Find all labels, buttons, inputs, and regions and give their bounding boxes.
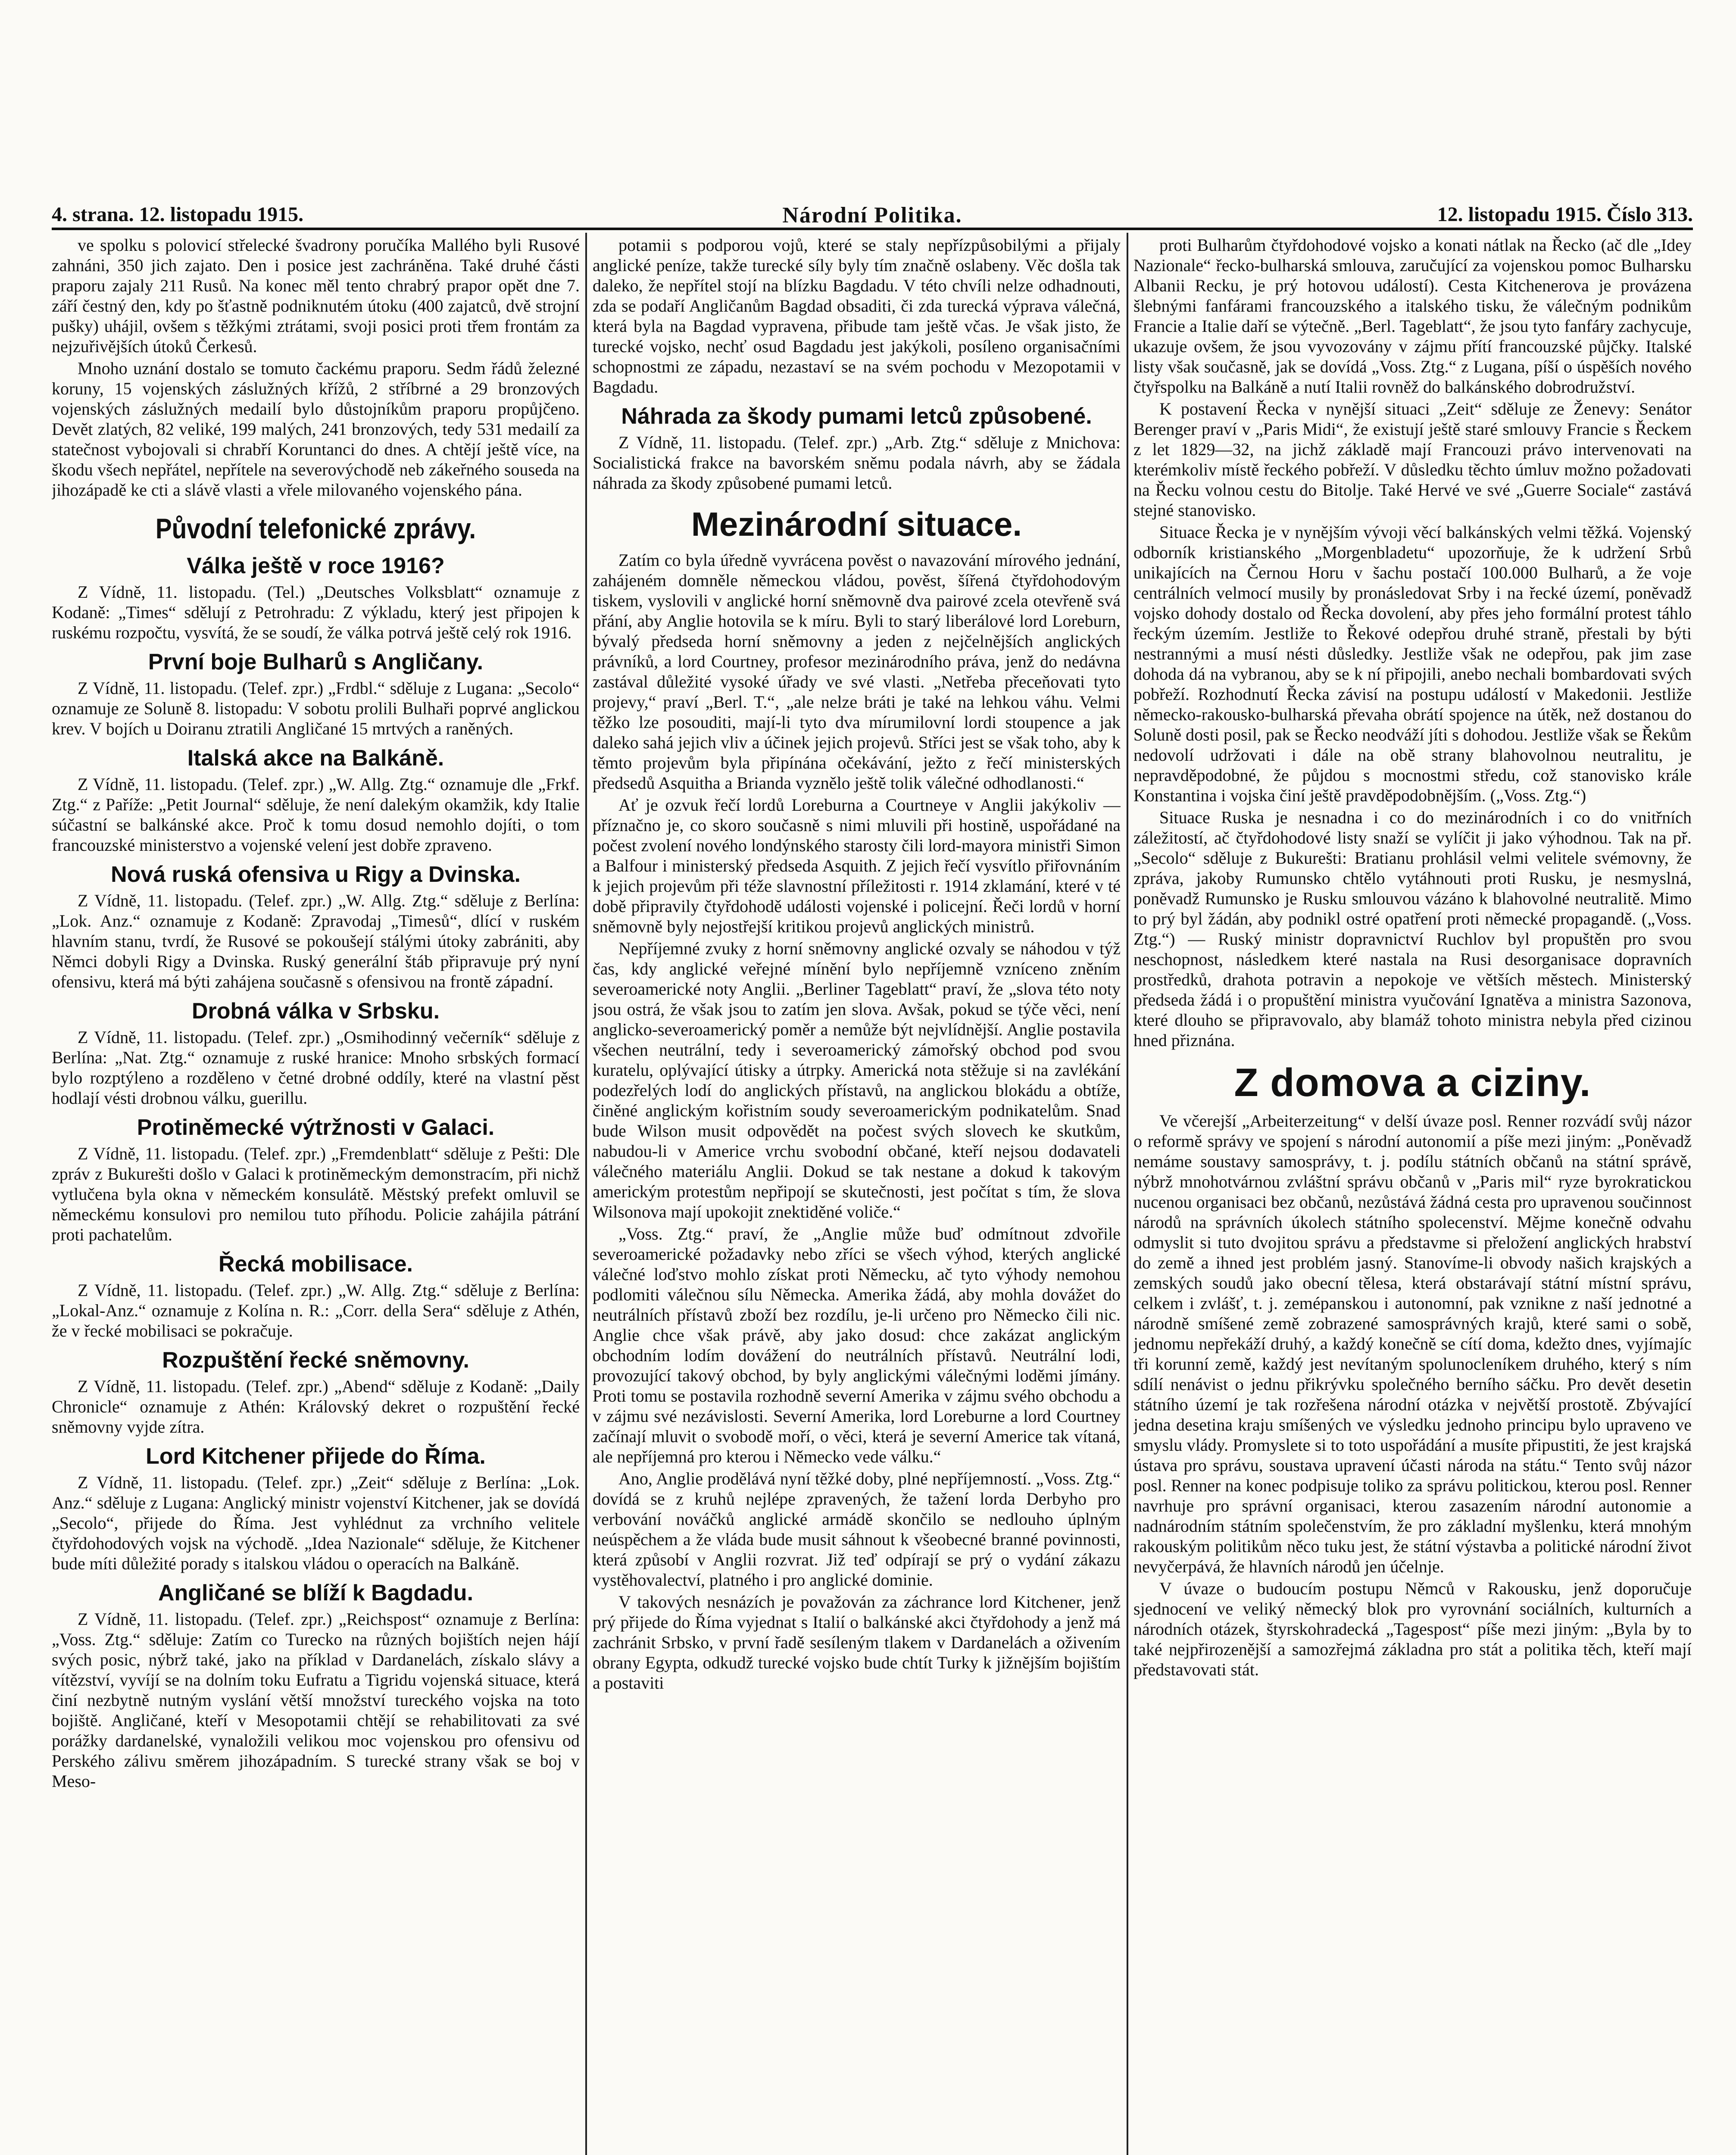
article-headline: Drobná válka v Srbsku. xyxy=(191,999,440,1024)
header-issue-number: 12. listopadu 1915. Číslo 313. xyxy=(1437,203,1693,226)
article-headline: Angličané se blíží k Bagdadu. xyxy=(158,1580,474,1605)
column-divider xyxy=(1127,233,1128,2155)
article-paragraph: Mnoho uznání dostalo se tomuto čackému praporu. Sedm řádů železné koruny, 15 vojenských záslužných křížů, 2 stříbrné a 29 bronzových vojenských záslužných medailí bylo důstojníkům praporu propůjčeno. Devět zlatých, 82 veliké, 199 malých, 241 bronzových, tedy 531 medailí za statečnost vybojovali si chrabří Koruntanci do dnes. A chtějí ještě více, na škodu všech nepřátel, nepřítele na severovýchodě neb zákeřného souseda na jihozápadě ke cti a slávě vlasti a vřele milovaného vojenského pána. xyxy=(52,359,580,500)
article-paragraph: Ať je ozvuk řečí lordů Loreburna a Courtneye v Anglii jakýkoliv — příznačno je, co skoro současně s nimi mluvili při hostině, uspořádané na počest zvolení nového londýnského starosty čili lord-mayora ministři Simon a Balfour i ministerský předseda Asquith. Z jejich řečí vysvítlo přiřovnáním k jejich projevům při téže slavnostní příležitosti r. 1914 zklamání, které v té době připravily čtyřdohodě události vojenské i policejní. Řeči lordů v horní sněmovně byly nejostřejší kritikou projevů anglických ministrů. xyxy=(593,795,1121,936)
article-paragraph: Z Vídně, 11. listopadu. (Telef. zpr.) „Abend“ sděluje z Kodaně: „Daily Chronicle“ oznamuje z Athén: Královský dekret o rozpuštění řecké sněmovny vyjde zítra. xyxy=(52,1377,580,1437)
article-headline: Náhrada za škody pumami letců způsobené. xyxy=(621,404,1092,429)
article-paragraph: Z Vídně, 11. listopadu. (Telef. zpr.) „Arb. Ztg.“ sděluje z Mnichova: Socialistická frakce na bavorském sněmu podala návrh, aby se žádala náhrada za škody způsobené pumami letců. xyxy=(593,433,1121,493)
article-headline: Mezinárodní situace. xyxy=(691,505,1022,543)
article-headline: Protiněmecké výtržnosti v Galaci. xyxy=(137,1115,495,1140)
article-paragraph: Ve včerejší „Arbeiterzeitung“ v delší úvaze posl. Renner rozvádí svůj názor o reformě správy ve spojení s národní autonomií a píše mezi jiným: „Poněvadž nemáme soustavy samosprávy, t. j. podílu státních občanů na státní správě, nýbrž mnohotvárnou zvláštní správu občanů v „Paris mil“ ryze byrokratickou nucenou organisaci bez občanů, nezůstává žádná cesta pro upravenou součinnost národů na správních úkolech státního spolecenství. Mějme konečně odvahu odmyslit si tuto dvojitou správu a představme si přeložení anglických hrabství do země a ihned jest problém jasný. Stanovíme-li obvody našich krajských a zemských soudů jako obecní tělesa, která obstarávají státní místní správu, celkem i zvlášť, t. j. zemépanskou i autonomní, pak vznikne z naší jednotné a národně smíšené země zobrazené samosprávných krajů, které sami o sobě, jednomu nepřekáží druhý, a každý konečně se cítí doma, kdežto dnes, vyjímajíc tři korunní země, každý jest nevítaným spolunocleníkem druhého, který s ním sdílí nenávist o jednu přikrývku společného berního sáčku. Pro devět desetin státního území je tak rozřešena národní otázka v největší prostotě. Zbývající jedna desetina kraju smíšených ve výsledku jednoho principu bylo upraveno ve smyslu vlády. Promyslete si to toto uspořádání a musíte připustiti, že jest krajská ústava pro správu, soustava upravení účasti národa na státu.“ Tento svůj názor posl. Renner na konec podpisuje toliko za správu politickou, kterou posl. Renner navrhuje pro správní organisaci, kterou zasazením národní autonomie a nadnárodním státním společenstvím, že pro základní myšlenku, která mnohým rakouským politikům něco tuku jest, že státní výstavba a politické národní život nevyčerpává, že hlavních národů jen účelnje. xyxy=(1133,1111,1692,1576)
page-header xyxy=(52,203,1693,228)
article-paragraph: ve spolku s polovicí střelecké švadrony poručíka Mallého byli Rusové zahnáni, 350 jich zajato. Den i posice jest zachráněna. Také druhé části praporu zajaly 211 Rusů. Na konec měl tento chrabrý prapor opět dne 7. září čestný den, kdy po šťastně podniknutém útoku (400 zajatců, dvě strojní pušky) uhájil, ovšem s těžkými ztrátami, svoji posici proti třem frontám za nejzuřivějších útoků Čerkesů. xyxy=(52,235,580,356)
article-paragraph: Zatím co byla úředně vyvrácena pověst o navazování mírového jednání, zahájeném domněle německou vládou, pověst, šířená čtyřdohodovým tiskem, vyslovili v anglické horní sněmovně dva pairové zcela otevřeně svá přání, aby Anglie hotovila se k míru. Byli to starý liberálové lord Loreburn, bývalý předseda horní sněmovny a jeden z nejčelnějších anglických právníků, a lord Courtney, profesor mezinárodního práva, jenž do nedávna zastával důležité vysoké úřady ve své vlasti. „Netřeba přeceňovati tyto projevy,“ praví „Berl. T.“, „ale nelze bráti je také na lehkou váhu. Velmi těžko lze posouditi, mají-li tyto dva mírumilovní lordi stoupence a jak daleko sahá jejich vliv a účinek jejich projevů. Stříci jest se však toho, aby k těmto projevům byla připínána očekávání, ježto z řečí ministerských předsedů Asquitha a Brianda vyznělo ještě tolik válečné odhodlanosti.“ xyxy=(593,550,1121,793)
article-paragraph: Z Vídně, 11. listopadu. (Telef. zpr.) „Fremdenblatt“ sděluje z Pešti: Dle zpráv z Bukurešti došlo v Galaci k protiněmeckým demonstracím, při nichž vytlučena byla okna v německém konsulátě. Městský prefekt omluvil se německému konsulovi pro nemilou tuto příhodu. Policie zahájila pátrání proti pachatelům. xyxy=(52,1144,580,1244)
article-paragraph: Situace Řecka je v nynějším vývoji věcí balkánských velmi těžká. Vojenský odborník kristianského „Morgenbladetu“ upozorňuje, že k udržení Srbů unikajících na Černou Horu v šachu postačí 100.000 Bulharů, a že voje centrálních velmocí musily by pronásledovat Srby i na řecké území, poněvadž vojsko dohody dostalo od Řecka dovolení, aby přes jeho formální protest táhlo řeckým územím. Jestliže to Řekové odepřou druhé straně, přestali by býti nestrannými a musí nésti důsledky. Jestliže však ne odepřou, pak jim zase dohoda dá na vybranou, aby se k ní připojili, anebo nechali bombardovati svých pobřeží. Rozhodnutí Řecka závisí na postupu událostí v Makedonii. Jestliže německo-rakousko-bulharská převaha obrátí spojence na útěk, než dostanou do Soluně dosti posil, pak se Řecko neodváží jíti s dohodou. Jestliže však se Řekům nedovolí udržovati i dále na obě strany blahovolnou neutralitu, je nepravděpodobné, že půjdou s mocnostmi středu, což stanovisko krále Konstantina i vojska činí ještě pravděpodobnějším. („Voss. Ztg.“) xyxy=(1133,522,1692,805)
column-3 xyxy=(1133,235,1692,2155)
article-paragraph: Z Vídně, 11. listopadu. (Telef. zpr.) „Reichspost“ oznamuje z Berlína: „Voss. Ztg.“ sděluje: Zatím co Turecko na různých bojištích nejen hájí svých posic, nýbrž také, jako na příklad v Dardanelách, získalo slávy a vítězství, vyvíjí se na dolním toku Eufratu a Tigridu vojenská situace, která činí nezbytně nutným vyslání větší množství tureckého vojska na toto bojiště. Angličané, kteří v Mesopotamii chtějí se rehabilitovati za své porážky dardanelské, vynaložili velikou moc vojenskou pro ofensivu od Perského zálivu směrem jihozápadním. S turecké strany však se boj v Meso- xyxy=(52,1609,580,1791)
header-rule xyxy=(52,228,1693,230)
article-paragraph: Situace Ruska je nesnadna i co do mezinárodních i co do vnitřních záležitostí, ač čtyřdohodové listy snaží se vylíčit ji jako výhodnou. Tak na př. „Secolo“ sděluje z Bukurešti: Bratianu prohlásil velmi velitele svémovny, že zpráva, jakoby Rumunsko chtělo vytáhnouti proti Rusku, je nesmyslná, poněvadž Rumunsko je Rusku smlouvou vázáno k blahovolné neutralitě. Mimo to prý byl žádán, aby podnikl ostré opatření proti německé propagandě. („Voss. Ztg.“) — Ruský ministr dopravnictví Ruchlov byl propuštěn pro svou neschopnost, následkem které nastala na Rusi desorganisace dopravních prostředků, drahota potravin a nepokoje ve větších městech. Ministerský předseda žádá i o propuštění ministra vyučování Ignatěva a ministra Sazonova, které dlouho se připravovalo, aby blamáž tohoto ministra nebyla před cizinou hned přiznána. xyxy=(1133,808,1692,1050)
column-1 xyxy=(52,235,580,2155)
article-paragraph: Z Vídně, 11. listopadu. (Telef. zpr.) „W. Allg. Ztg.“ sděluje z Berlína: „Lokal-Anz.“ oznamuje z Kolína n. R.: „Corr. della Sera“ sděluje z Athén, že v řecké mobilisaci se pokračuje. xyxy=(52,1281,580,1340)
header-page-date: 4. strana. 12. listopadu 1915. xyxy=(52,203,304,226)
column-divider xyxy=(585,233,587,2155)
article-headline: Válka ještě v roce 1916? xyxy=(187,553,445,578)
article-paragraph: Z Vídně, 11. listopadu. (Telef. zpr.) „Zeit“ sděluje z Berlína: „Lok. Anz.“ sděluje z Lugana: Anglický ministr vojenství Kitchener, jak se dovídá „Secolo“, přijede do Říma. Jest vyhlédnut za vrchního velitele čtyřdohodových vojsk na východě. „Idea Nazionale“ sděluje, že Kitchener bude míti důležité porady s italskou vládou o operacích na Balkáně. xyxy=(52,1473,580,1573)
article-headline: Italská akce na Balkáně. xyxy=(187,746,444,771)
article-paragraph: V takových nesnázích je považován za záchrance lord Kitchener, jenž prý přijede do Říma vyjednat s Italií o balkánské akci čtyřdohody a jenž má zachránit Srbsko, v první řadě sesíleným tlakem v Dardanelách a oživením obrany Egypta, odkudž turecké vojsko bude chtít Turky k jižnějším bojištím a postaviti xyxy=(593,1592,1121,1693)
article-headline: Rozpuštění řecké sněmovny. xyxy=(162,1348,469,1373)
article-paragraph: Z Vídně, 11. listopadu. (Telef. zpr.) „W. Allg. Ztg.“ oznamuje dle „Frkf. Ztg.“ z Paříže: „Petit Journal“ sděluje, že není dalekým okamžik, kdy Italie súčastní se balkánské akce. Proč k tomu dosud nemohlo dojíti, o tom francouzské ministerstvo a vojenské velení jest dobře zpraveno. xyxy=(52,775,580,855)
article-paragraph: proti Bulharům čtyřdohodové vojsko a konati nátlak na Řecko (ač dle „Idey Nazionale“ řecko-bulharská smlouva, zaručující za vojenskou pomoc Bulharsku Albanii Recku, je prý hotovou událostí). Cesta Kitchenerova je provázena šlebnými fanfárami francouzského a italského tisku, že válečným podnikům Francie a Italie daří se výtečně. „Berl. Tageblatt“, že jsou tyto fanfáry zachycuje, ukazuje ovšem, že jsou vyvozovány v zájmu přítí francouzské půjčky. Italské listy však současně, jak se dovídá „Voss. Ztg.“ z Lugana, píší o úspěších nového čtyřspolku na Balkáně a nutí Italii rovněž do balkánského dobrodružství. xyxy=(1133,235,1692,397)
article-paragraph: Z Vídně, 11. listopadu. (Tel.) „Deutsches Volksblatt“ oznamuje z Kodaně: „Times“ sdělují z Petrohradu: Z výkladu, který jest připojen k ruskému rozpočtu, vysvítá, že se soudí, že válka potrvá ještě celý rok 1916. xyxy=(52,582,580,642)
article-headline: Řecká mobilisace. xyxy=(219,1252,413,1277)
article-paragraph: K postavení Řecka v nynější situaci „Zeit“ sděluje ze Ženevy: Senátor Berenger praví v „Paris Midi“, že existují ještě staré smlouvy Francie s Řeckem z let 1829—32, na jichž základě mají Francouzi právo intervenovati na kterémkoliv místě řeckého pobřeží. V důsledku těchto úmluv možno požadovati na Řecku volnou cestu do Bitolje. Také Hervé ve své „Guerre Sociale“ zastává stejné stanovisko. xyxy=(1133,399,1692,520)
section-heading: Z domova a cizinу. xyxy=(1234,1061,1591,1105)
article-headline: Lord Kitchener přijede do Říma. xyxy=(146,1444,486,1469)
article-headline: Nová ruská ofensiva u Rigy a Dvinska. xyxy=(111,862,521,887)
masthead-title: Národní Politika. xyxy=(782,203,962,228)
article-paragraph: Z Vídně, 11. listopadu. (Telef. zpr.) „Osmihodinný večerník“ sděluje z Berlína: „Nat. Ztg.“ oznamuje z ruské hranice: Mnoho srbských formací bylo rozptýleno a rozděleno v četné drobné oddíly, které na vlastní pěst hodlají vésti drobnou válku, guerillu. xyxy=(52,1028,580,1108)
section-heading: Původní telefonické zprávy. xyxy=(155,512,476,544)
article-paragraph: V úvaze o budoucím postupu Němců v Rakousku, jenž doporučuje sjednocení ve veliký německý blok pro vyrovnání sociálních, kulturních a národních otázek, štyrskohradecká „Tagespost“ píše mezi jiným: „Byla by to také nejpřirozenější a samozřejmá základna pro stát a politika těch, kteří mají představovati stát. xyxy=(1133,1579,1692,1679)
article-headline: První boje Bulharů s Angličany. xyxy=(148,650,484,675)
article-paragraph: „Voss. Ztg.“ praví, že „Anglie může buď odmítnout zdvořile severoamerické požadavky nebo zříci se všech výhod, kterých anglické válečné loďstvo mohlo získat proti Německu, ač tyto výhody nemohou podlomiti válečnou sílu Německa. Amerika žádá, aby mohla dovážet do neutrálních přístavů zboží bez rozdílu, je-li určeno pro Německo čili nic. Anglie chce však právě, aby jako dosud: chce zakázat anglickým obchodním lodím dovážení do neutrálních přístavů. Neutrální lodi, provozující takový obchod, by byly anglickými válečnými loděmi jímány. Proti tomu se postavila rozhodně severní Amerika v zájmu svého obchodu a v zájmu své nezávislosti. Severní Amerika, lord Loreburne a lord Courtney začínají mluvit o svobodě moří, o věci, která je severní Americe tak vítaná, ale nepříjemná pro kterou i Německo vede válku.“ xyxy=(593,1224,1121,1466)
article-paragraph: potamii s podporou vojů, které se staly nepřízpůsobilými a přijaly anglické peníze, takže turecké síly byly tím značně oslabeny. Věc došla tak daleko, že nepřítel stojí na blízku Bagdadu. V této chvíli nelze odhadnouti, zda se podaří Angličanům Bagdad obsaditi, či zda turecká výprava válečná, která byla na Bagdad vypravena, přibude tam ještě včas. Je však jisto, že turecké vojsko, nechť osud Bagdadu jest jakýkoli, posíleno organisačními schopnostmi ze západu, nezastaví se na svém pochodu v Mezopotamii v Bagdadu. xyxy=(593,235,1121,397)
article-paragraph: Z Vídně, 11. listopadu. (Telef. zpr.) „Frdbl.“ sděluje z Lugana: „Secolo“ oznamuje ze Soluně 8. listopadu: V sobotu prolili Bulhaři poprvé anglickou krev. V bojích u Doiranu ztratili Angličané 15 mrtvých a raněných. xyxy=(52,678,580,738)
article-paragraph: Z Vídně, 11. listopadu. (Telef. zpr.) „W. Allg. Ztg.“ sděluje z Berlína: „Lok. Anz.“ oznamuje z Kodaně: Zpravodaj „Timesů“, dlící v ruském hlavním stanu, tvrdí, že Rusové se pokoušejí stálými útoky zabrániti, aby Němci dobyli Rigy a Dvinska. Ruský generální štáb připravuje prý nyní ofensivu, která má býti zahájena současně s ofensivou na frontě západní. xyxy=(52,891,580,991)
article-paragraph: Nepříjemné zvuky z horní sněmovny anglické ozvaly se náhodou v týž čas, kdy anglické veřejné mínění bylo nepříjemně vzníceno zněním severoamerické noty Anglii. „Berliner Tageblatt“ praví, že „slova této noty jsou ostrá, že však jsou to zatím jen slova. Avšak, pokud se týče věci, není anglicko-severoamerický poměr a nemůže být nejvlídnější. Anglie postavila všechen neutrální, tedy i severoamerický zámořský obchod pod svou kuratelu, oplývající útisky a útrpky. Americká nota stěžuje si na zavlékání podezřelých lodí do anglických přístavů, na anglickou blokádu a obtíže, činěné anglickým kořistním soudy severoamerickým podnikatelům. Snad bude Wilson musit odpovědět na počest svých slovech ke skutkům, nabudou-li v Americe vrchu svobodní občané, kteří nejsou dodavateli válečného materiálu Anglii. Dokud se tak nestane a dokud k takovým americkým protestům nepřipojí se skutečnosti, jest počítat s tím, že slova Wilsonova mají upokojit znektiděné voliče.“ xyxy=(593,939,1121,1221)
column-2 xyxy=(593,235,1121,2155)
article-paragraph: Ano, Anglie prodělává nyní těžké doby, plné nepříjemností. „Voss. Ztg.“ dovídá se z kruhů nejlépe zpravených, že tažení lorda Derbyho pro verbování nováčků anglické armádě skončilo se nedlouho úplným neúspěchem a že vláda bude musit sáhnout k všeobecné branné povinnosti, která způsobí v Anglii rozvrat. Již teď odpírají se prý o vydání zákazu vystěhovalectví, platného i pro anglické dominie. xyxy=(593,1469,1121,1590)
